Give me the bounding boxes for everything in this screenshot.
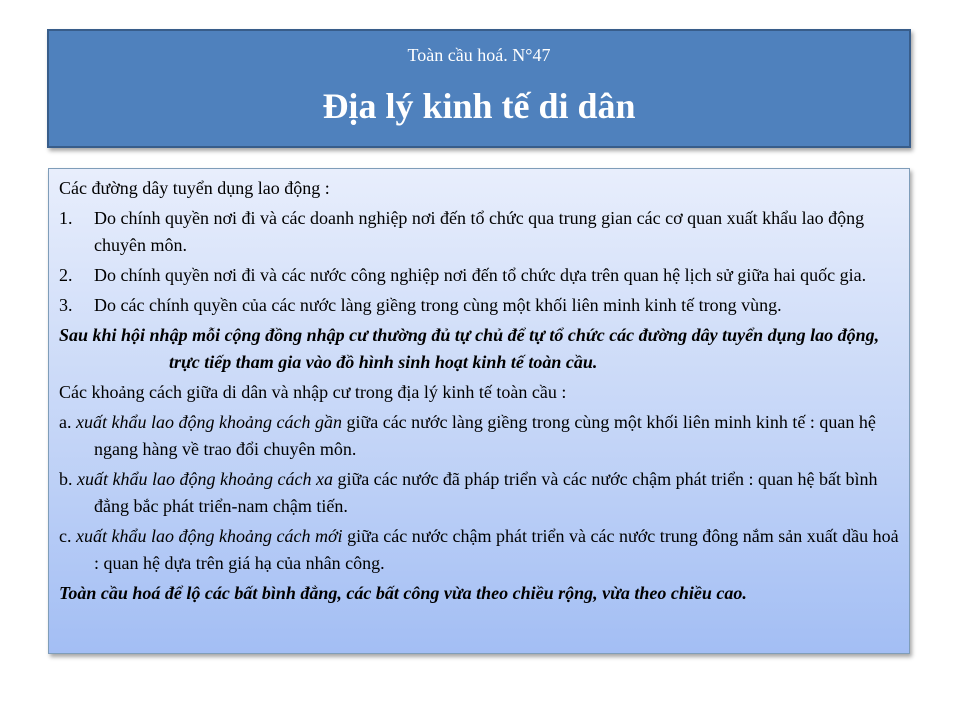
title-banner [47,29,911,148]
lettered-item-c [59,523,899,577]
item-prefix: b. [59,469,77,489]
item-italic-term: xuất khẩu lao động khoảng cách gần [76,412,342,432]
recruitment-intro: Các đường dây tuyển dụng lao động : [59,178,330,198]
distances-intro: Các khoảng cách giữa di dân và nhập cư trong địa lý kinh tế toàn cầu : [59,382,567,402]
item-italic-term: xuất khẩu lao động khoảng cách mới [76,526,343,546]
item-text: giữa các nước làng giềng trong cùng một khối liên minh kinh tế : quan hệ ngang hàng về trao đổi chuyên môn. [94,412,876,459]
emphasis-statement: Sau khi hội nhập mỗi cộng đồng nhập cư thường đủ tự chủ để tự tổ chức các đường dây tuyển dụng lao động, trực tiếp tham gia vào đồ hình sinh hoạt kinh tế toàn cầu. [59,325,880,372]
item-text: Do các chính quyền của các nước làng giềng trong cùng một khối liên minh kinh tế trong vùng. [94,295,782,315]
item-italic-term: xuất khẩu lao động khoảng cách xa [77,469,333,489]
slide-title: Địa lý kinh tế di dân [322,86,636,126]
content-box [48,168,910,654]
item-number: 1. [59,208,73,228]
item-text: Do chính quyền nơi đi và các nước công nghiệp nơi đến tổ chức dựa trên quan hệ lịch sử giữa hai quốc gia. [94,265,867,285]
item-text: giữa các nước đã pháp triển và các nước chậm phát triển : quan hệ bất bình đẳng bắc phát triển-nam chậm tiến. [94,469,878,516]
numbered-item-1 [59,205,899,259]
numbered-item-2 [59,262,899,289]
lettered-item-a [59,409,899,463]
item-text: giữa các nước chậm phát triển và các nước trung đông nắm sản xuất dầu hoả : quan hệ dựa trên giá hạ của nhân công. [94,526,899,573]
item-prefix: c. [59,526,76,546]
item-text: Do chính quyền nơi đi và các doanh nghiệp nơi đến tổ chức qua trung gian các cơ quan xuất khẩu lao động chuyên môn. [94,208,865,255]
lettered-item-b [59,466,899,520]
item-number: 2. [59,265,73,285]
item-prefix: a. [59,412,76,432]
numbered-item-3 [59,292,899,319]
slide-subtitle: Toàn cầu hoá. N°47 [407,45,551,65]
item-number: 3. [59,295,73,315]
conclusion-statement: Toàn cầu hoá để lộ các bất bình đẳng, các bất công vừa theo chiều rộng, vừa theo chiều cao. [59,583,747,603]
